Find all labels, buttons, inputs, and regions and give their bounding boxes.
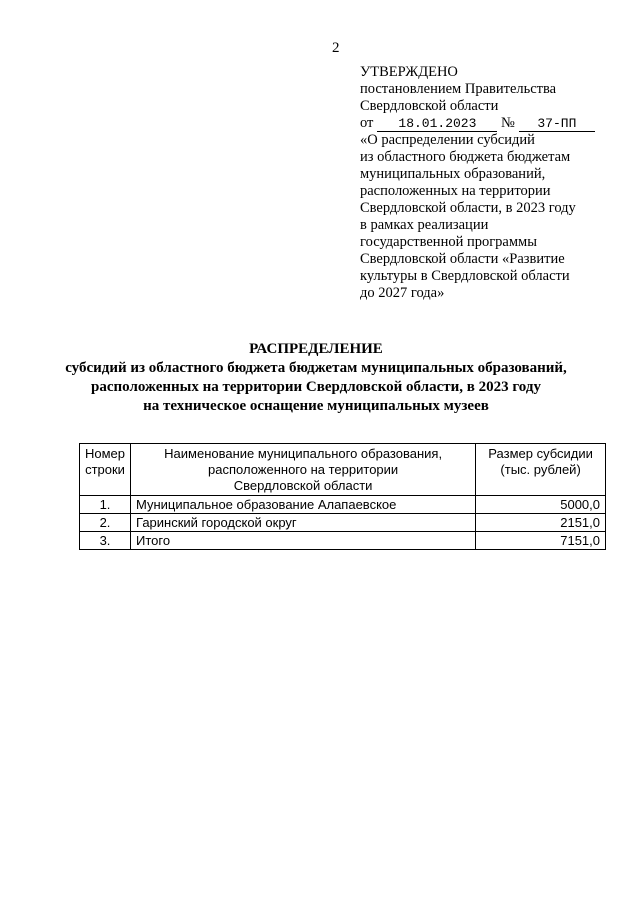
number-prefix: №	[501, 115, 515, 131]
header-text: строки	[85, 462, 125, 477]
subsidy-amount: 7151,0	[476, 532, 606, 550]
header-text: Наименование муниципального образования,	[164, 446, 443, 461]
approval-date-line	[360, 115, 610, 132]
table-row	[80, 532, 606, 550]
header-row-number	[80, 444, 131, 496]
header-subsidy-amount	[476, 444, 606, 496]
approval-heading: УТВЕРЖДЕНО	[360, 64, 458, 80]
title-line: субсидий из областного бюджета бюджетам муниципальных образований,	[65, 360, 567, 376]
row-number: 1.	[80, 496, 131, 514]
title-line: расположенных на территории Свердловской области, в 2023 году	[91, 379, 541, 395]
subject-line: до 2027 года»	[360, 285, 445, 301]
title-line: на техническое оснащение муниципальных музеев	[143, 398, 489, 414]
approval-line-1: постановлением Правительства	[360, 81, 557, 97]
subject-line: «О распределении субсидий	[360, 132, 535, 148]
header-text: Свердловской области	[233, 478, 373, 493]
page-number: 2	[332, 40, 340, 56]
title-heading: РАСПРЕДЕЛЕНИЕ	[249, 341, 383, 357]
subsidy-table	[79, 443, 606, 550]
municipality-name: Гаринский городской округ	[131, 514, 476, 532]
subject-line: Свердловской области «Развитие	[360, 251, 565, 267]
approval-number: 37-ПП	[519, 116, 595, 132]
table-header-row	[80, 444, 606, 496]
subject-line: расположенных на территории	[360, 183, 551, 199]
subject-line: в рамках реализации	[360, 217, 489, 233]
subject-line: государственной программы	[360, 234, 537, 250]
subsidy-amount: 2151,0	[476, 514, 606, 532]
row-number: 3.	[80, 532, 131, 550]
header-text: расположенного на территории	[208, 462, 399, 477]
municipality-name: Муниципальное образование Алапаевское	[131, 496, 476, 514]
subsidy-amount: 5000,0	[476, 496, 606, 514]
approval-date: 18.01.2023	[377, 116, 497, 132]
approval-stamp	[360, 64, 610, 302]
approval-line-2: Свердловской области	[360, 98, 499, 114]
subject-line: муниципальных образований,	[360, 166, 546, 182]
header-municipality-name	[131, 444, 476, 496]
subject-line: культуры в Свердловской области	[360, 268, 570, 284]
document-title	[40, 340, 592, 416]
header-text: Размер субсидии	[488, 446, 593, 461]
subject-line: из областного бюджета бюджетам	[360, 149, 571, 165]
header-text: (тыс. рублей)	[500, 462, 581, 477]
table-row	[80, 496, 606, 514]
municipality-name: Итого	[131, 532, 476, 550]
subject-line: Свердловской области, в 2023 году	[360, 200, 576, 216]
header-text: Номер	[85, 446, 126, 461]
table-row	[80, 514, 606, 532]
date-prefix: от	[360, 115, 374, 131]
row-number: 2.	[80, 514, 131, 532]
